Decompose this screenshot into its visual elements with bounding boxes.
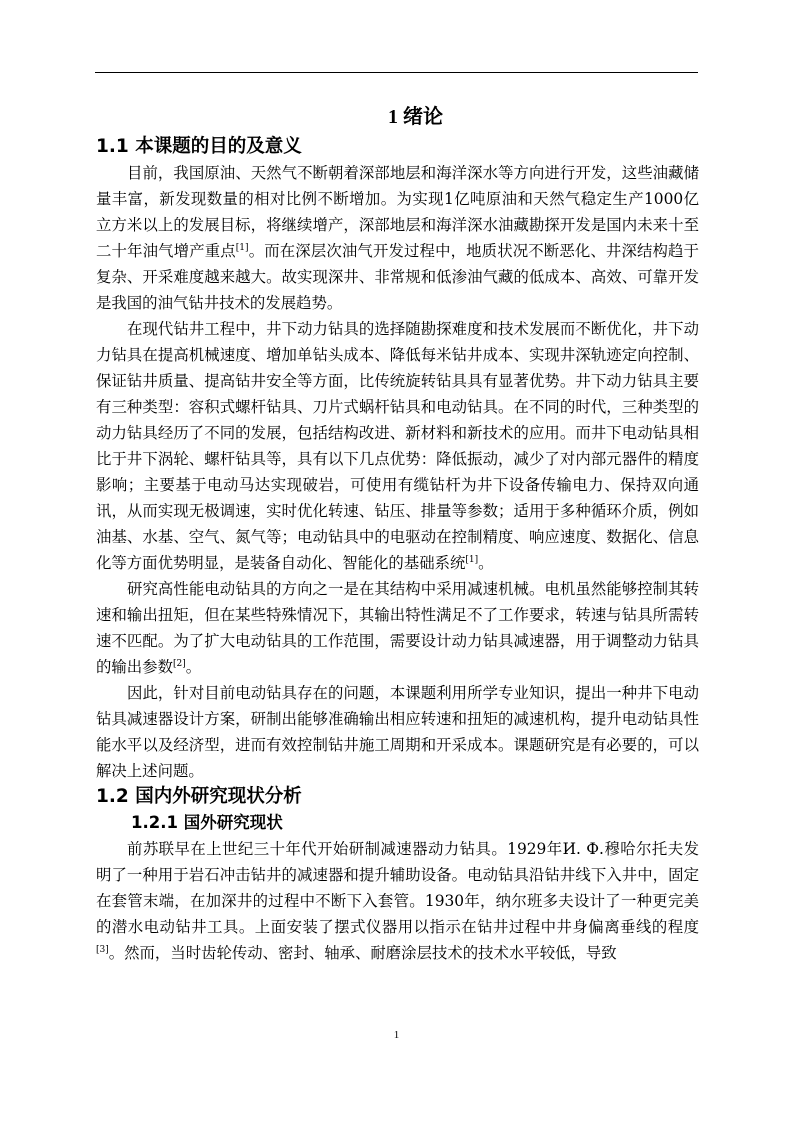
section-heading-1-1: 1.1 本课题的目的及意义 bbox=[96, 136, 302, 157]
paragraph-text-tail: 。而在深层次油气开发过程中，地质状况不断恶化、井深结构趋于复杂、开采难度越来越大。故实现深井、非常规和低渗油气藏的低成本、高效、可靠开发是我国的油气钻井技术的发展趋势。 bbox=[96, 242, 699, 312]
citation-ref: [3] bbox=[96, 944, 109, 955]
citation-ref: [1] bbox=[235, 242, 249, 253]
section-heading-1-2: 1.2 国内外研究现状分析 bbox=[96, 786, 302, 807]
paragraph bbox=[96, 160, 699, 316]
header-rule bbox=[95, 72, 698, 73]
page-number: 1 bbox=[393, 1029, 400, 1041]
paragraph-text-tail: 。 bbox=[185, 658, 202, 676]
citation-ref: [1] bbox=[465, 554, 479, 565]
paragraph-text: 前苏联早在上世纪三十年代开始研制减速器动力钻具。1929年И. Ф.穆哈尔托夫发明了一种用于岩石冲击钻井的减速器和提升辅助设备。电动钻具沿钻井线下入井中，固定在套管末端，在加深井的过程中不断下入套管。1930年，纳尔班多夫设计了一种更完美的潜水电动钻井工具。上面安装了摆式仪器用以指示在钻井过程中井身偏离垂线的程度 bbox=[96, 840, 699, 936]
paragraph-text: 研究高性能电动钻具的方向之一是在其结构中采用减速机械。电机虽然能够控制其转速和输出扭矩，但在某些特殊情况下，其输出特性满足不了工作要求，转速与钻具所需转速不匹配。为了扩大电动钻具的工作范围，需要设计动力钻具减速器，用于调整动力钻具的输出参数 bbox=[96, 580, 699, 676]
paragraph bbox=[96, 316, 699, 576]
chapter-title: 1 绪论 bbox=[388, 106, 443, 128]
paragraph-text: 在现代钻井工程中，井下动力钻具的选择随勘探难度和技术发展而不断优化，井下动力钻具在提高机械速度、增加单钻头成本、降低每米钻井成本、实现井深轨迹定向控制、保证钻井质量、提高钻井安全等方面，比传统旋转钻具具有显著优势。井下动力钻具主要有三种类型：容积式螺杆钻具、刀片式蜗杆钻具和电动钻具。在不同的时代，三种类型的动力钻具经历了不同的发展，包括结构改进、新材料和新技术的应用。而井下电动钻具相比于井下涡轮、螺杆钻具等，具有以下几点优势：降低振动，减少了对内部元器件的精度影响；主要基于电动马达实现破岩，可使用有缆钻杆为井下设备传输电力、保持双向通讯，从而实现无极调速，实时优化转速、钻压、排量等参数；适用于多种循环介质，例如油基、水基、空气、氮气等；电动钻具中的电驱动在控制精度、响应速度、数据化、信息化等方面优势明显，是装备自动化、智能化的基础系统 bbox=[96, 320, 699, 572]
paragraph bbox=[96, 576, 699, 680]
paragraph-text-tail: 。然而，当时齿轮传动、密封、轴承、耐磨涂层技术的技术水平较低，导致 bbox=[108, 944, 617, 962]
paragraph-text: 目前，我国原油、天然气不断朝着深部地层和海洋深水等方向进行开发，这些油藏储量丰富，新发现数量的相对比例不断增加。为实现1亿吨原油和天然气稳定生产1000亿立方米以上的发展目标，将继续增产，深部地层和海洋深水油藏勘探开发是国内未来十至二十年油气增产重点 bbox=[96, 164, 699, 260]
page-content bbox=[96, 100, 699, 966]
subsection-heading-1-2-1: 1.2.1 国外研究现状 bbox=[131, 813, 283, 832]
citation-ref: [2] bbox=[172, 658, 186, 669]
paragraph bbox=[96, 680, 699, 784]
paragraph bbox=[96, 836, 699, 966]
paragraph-text-tail: 。 bbox=[478, 554, 494, 572]
paragraph-text: 因此，针对目前电动钻具存在的问题，本课题利用所学专业知识，提出一种井下电动钻具减速器设计方案，研制出能够准确输出相应转速和扭矩的减速机构，提升电动钻具性能水平以及经济型，进而有效控制钻井施工周期和开采成本。课题研究是有必要的，可以解决上述问题。 bbox=[96, 684, 699, 780]
